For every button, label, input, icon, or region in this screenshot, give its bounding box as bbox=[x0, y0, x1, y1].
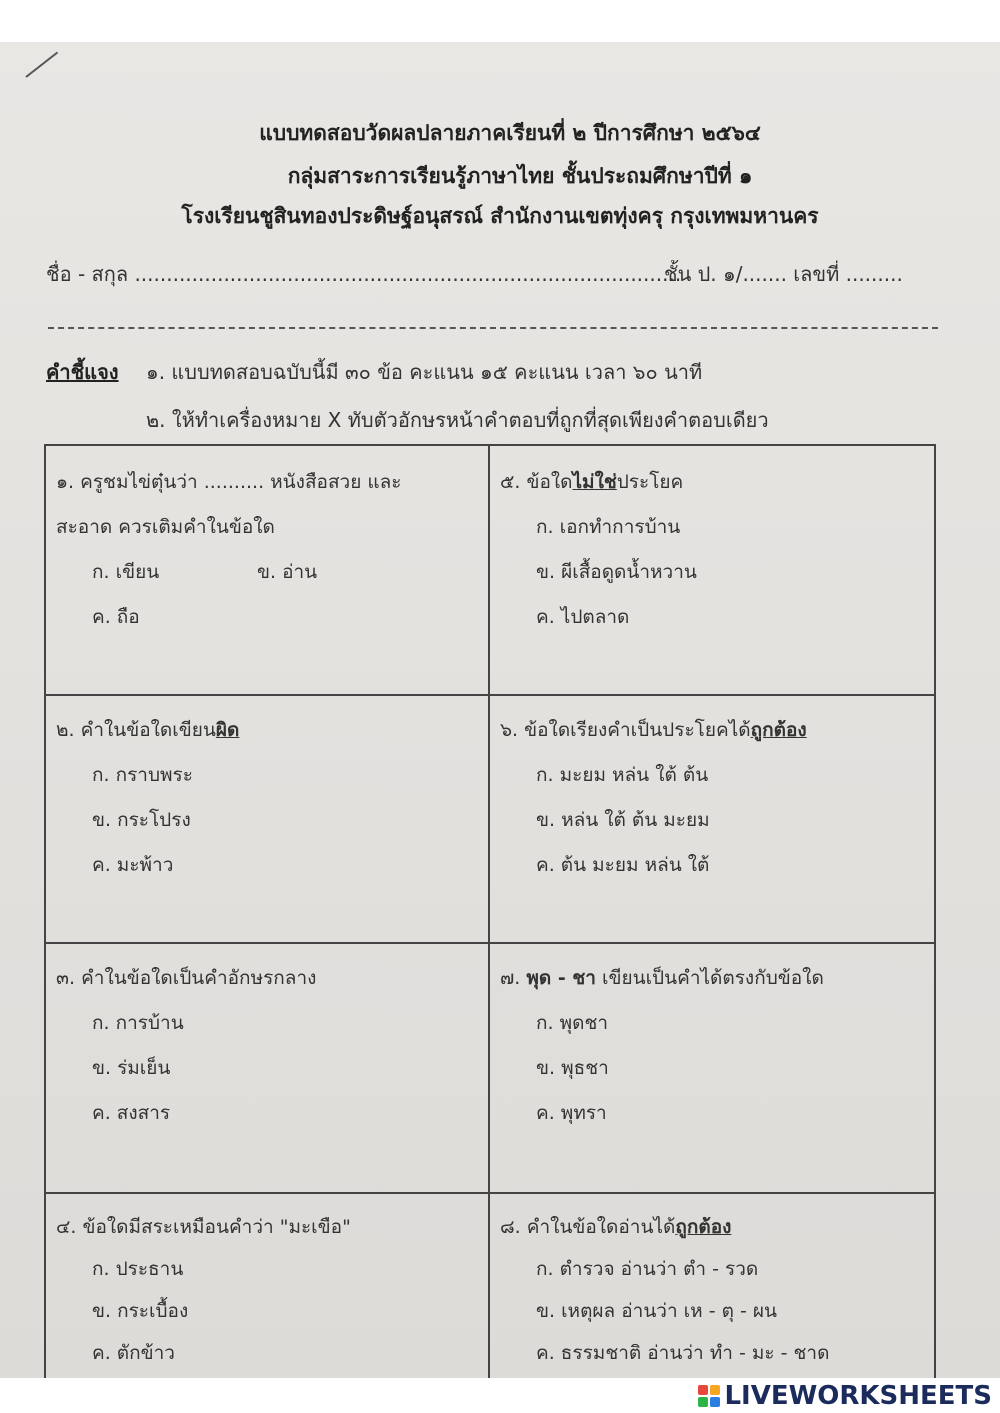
question-6-stem: ๖. ข้อใดเรียงคำเป็นประโยคได้ถูกต้อง bbox=[500, 719, 807, 741]
question-2-option-a[interactable]: ก. กราบพระ bbox=[92, 764, 193, 786]
instructions-label: คำชี้แจง bbox=[46, 360, 119, 384]
student-name-field: ชื่อ - สกุล ...................................................................................... bbox=[46, 262, 682, 286]
question-7 bbox=[500, 956, 824, 1136]
question-7-option-c[interactable]: ค. พุทรา bbox=[536, 1102, 607, 1124]
question-3 bbox=[56, 956, 316, 1136]
grid-divider-row1 bbox=[46, 694, 934, 696]
question-7-stem: ๗. พุด - ชา เขียนเป็นคำได้ตรงกับข้อใด bbox=[500, 967, 824, 989]
question-8-option-b[interactable]: ข. เหตุผล อ่านว่า เห - ตุ - ผน bbox=[536, 1300, 778, 1322]
question-1-option-c[interactable]: ค. ถือ bbox=[92, 606, 140, 628]
question-3-option-c[interactable]: ค. สงสาร bbox=[92, 1102, 171, 1124]
question-5-option-b[interactable]: ข. ผีเสื้อดูดน้ำหวาน bbox=[536, 561, 697, 583]
question-8-stem: ๘. คำในข้อใดอ่านได้ถูกต้อง bbox=[500, 1216, 732, 1238]
grid-divider-row3 bbox=[46, 1192, 934, 1194]
question-2-option-c[interactable]: ค. มะพ้าว bbox=[92, 854, 174, 876]
liveworksheets-logo bbox=[698, 1378, 992, 1413]
question-1-stem: ๑. ครูชมไข่ตุ๋นว่า .......... หนังสือสวย และ bbox=[56, 471, 402, 493]
question-2-stem: ๒. คำในข้อใดเขียนผิด bbox=[56, 719, 240, 741]
question-8-keyword: ถูกต้อง bbox=[675, 1216, 732, 1238]
question-5 bbox=[500, 460, 697, 640]
subject-line: กลุ่มสาระการเรียนรู้ภาษาไทย ชั้นประถมศึกษาปีที่ ๑ bbox=[287, 164, 753, 188]
question-5-stem: ๕. ข้อใดไม่ใช่ประโยค bbox=[500, 471, 684, 493]
question-4-option-b[interactable]: ข. กระเบื้อง bbox=[92, 1300, 189, 1322]
question-6-option-c[interactable]: ค. ต้น มะยม หล่น ใต้ bbox=[536, 854, 710, 876]
question-1-option-b[interactable]: ข. อ่าน bbox=[257, 561, 318, 583]
worksheet-paper bbox=[0, 42, 1000, 1378]
question-8-option-c[interactable]: ค. ธรรมชาติ อ่านว่า ทำ - มะ - ชาด bbox=[536, 1342, 830, 1364]
question-4-option-a[interactable]: ก. ประธาน bbox=[92, 1258, 184, 1280]
exam-title: แบบทดสอบวัดผลปลายภาคเรียนที่ ๒ ปีการศึกษา ๒๕๖๔ bbox=[259, 121, 761, 145]
question-4-option-c[interactable]: ค. ตักข้าว bbox=[92, 1342, 175, 1364]
question-6 bbox=[500, 708, 807, 888]
question-1 bbox=[56, 460, 402, 640]
question-5-keyword: ไม่ใช่ bbox=[572, 471, 617, 493]
instruction-2: ๒. ให้ทำเครื่องหมาย X ทับตัวอักษรหน้าคำตอบที่ถูกที่สุดเพียงคำตอบเดียว bbox=[146, 408, 769, 432]
grid-divider-vertical bbox=[488, 446, 490, 1378]
question-3-option-a[interactable]: ก. การบ้าน bbox=[92, 1012, 184, 1034]
question-1-stem-cont: สะอาด ควรเติมคำในข้อใด bbox=[56, 516, 275, 538]
question-6-keyword: ถูกต้อง bbox=[750, 719, 807, 741]
question-5-option-a[interactable]: ก. เอกทำการบ้าน bbox=[536, 516, 681, 538]
question-8 bbox=[500, 1206, 829, 1374]
question-7-option-b[interactable]: ข. พุธชา bbox=[536, 1057, 609, 1079]
question-4-stem: ๔. ข้อใดมีสระเหมือนคำว่า "มะเขือ" bbox=[56, 1216, 351, 1238]
question-2-keyword: ผิด bbox=[215, 719, 240, 741]
question-7-keyword: พุด - ชา bbox=[526, 967, 596, 989]
school-line: โรงเรียนชูสินทองประดิษฐ์อนุสรณ์ สำนักงานเขตทุ่งครุ กรุงเทพมหานคร bbox=[181, 204, 819, 228]
liveworksheets-icon bbox=[698, 1385, 720, 1407]
question-3-stem: ๓. คำในข้อใดเป็นคำอักษรกลาง bbox=[56, 967, 317, 989]
question-5-option-c[interactable]: ค. ไปตลาด bbox=[536, 606, 630, 628]
question-grid bbox=[44, 444, 936, 1378]
question-4 bbox=[56, 1206, 351, 1374]
class-number-field: ชั้น ป. ๑/....... เลขที่ ......... bbox=[664, 262, 903, 286]
separator-line bbox=[48, 327, 938, 329]
grid-divider-row2 bbox=[46, 942, 934, 944]
instruction-1: ๑. แบบทดสอบฉบับนี้มี ๓๐ ข้อ คะแนน ๑๕ คะแนน เวลา ๖๐ นาที bbox=[146, 360, 703, 384]
question-6-option-b[interactable]: ข. หล่น ใต้ ต้น มะยม bbox=[536, 809, 710, 831]
question-1-option-a[interactable]: ก. เขียน bbox=[92, 561, 160, 583]
question-7-option-a[interactable]: ก. พุดชา bbox=[536, 1012, 609, 1034]
question-8-option-a[interactable]: ก. ตำรวจ อ่านว่า ตำ - รวด bbox=[536, 1258, 759, 1280]
question-3-option-b[interactable]: ข. ร่มเย็น bbox=[92, 1057, 171, 1079]
question-2 bbox=[56, 708, 239, 888]
pen-mark bbox=[25, 52, 58, 78]
question-2-option-b[interactable]: ข. กระโปรง bbox=[92, 809, 191, 831]
liveworksheets-wordmark: LIVEWORKSHEETS bbox=[724, 1380, 992, 1411]
question-6-option-a[interactable]: ก. มะยม หล่น ใต้ ต้น bbox=[536, 764, 709, 786]
